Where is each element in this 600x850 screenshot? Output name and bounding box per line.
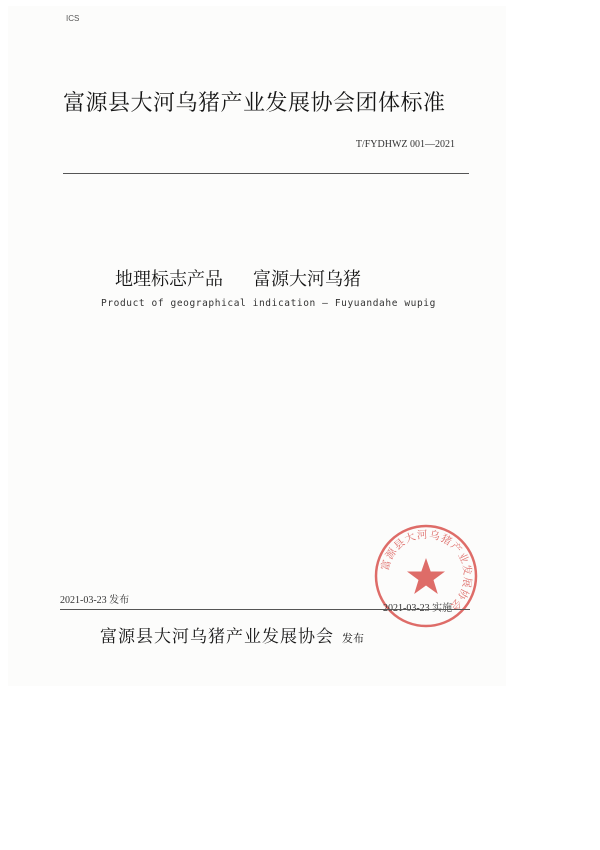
footer-divider: [60, 609, 470, 610]
organization-standard-title: 富源县大河乌猪产业发展协会团体标准: [63, 91, 446, 116]
issue-date: 2021-03-23 发布: [60, 595, 130, 606]
publisher-name: 富源县大河乌猪产业发展协会: [100, 627, 334, 647]
ics-label: ICS: [66, 14, 80, 23]
product-title-chinese: [115, 265, 361, 291]
star-icon: [407, 558, 445, 594]
publisher-line: [100, 622, 364, 647]
product-title-part-2: 富源大河乌猪: [253, 269, 361, 290]
standard-number: T/FYDHWZ 001—2021: [355, 139, 455, 150]
svg-text:富源县大河乌猪产业发展协会: 富源县大河乌猪产业发展协会: [379, 528, 474, 613]
effective-date: 2021-03-23 实施: [383, 603, 453, 614]
product-title-part-1: 地理标志产品: [115, 269, 223, 290]
product-title-english: Product of geographical indication — Fuyuandahe wupig: [101, 298, 436, 309]
publisher-suffix: 发布: [342, 632, 364, 645]
header-divider: [63, 173, 469, 174]
